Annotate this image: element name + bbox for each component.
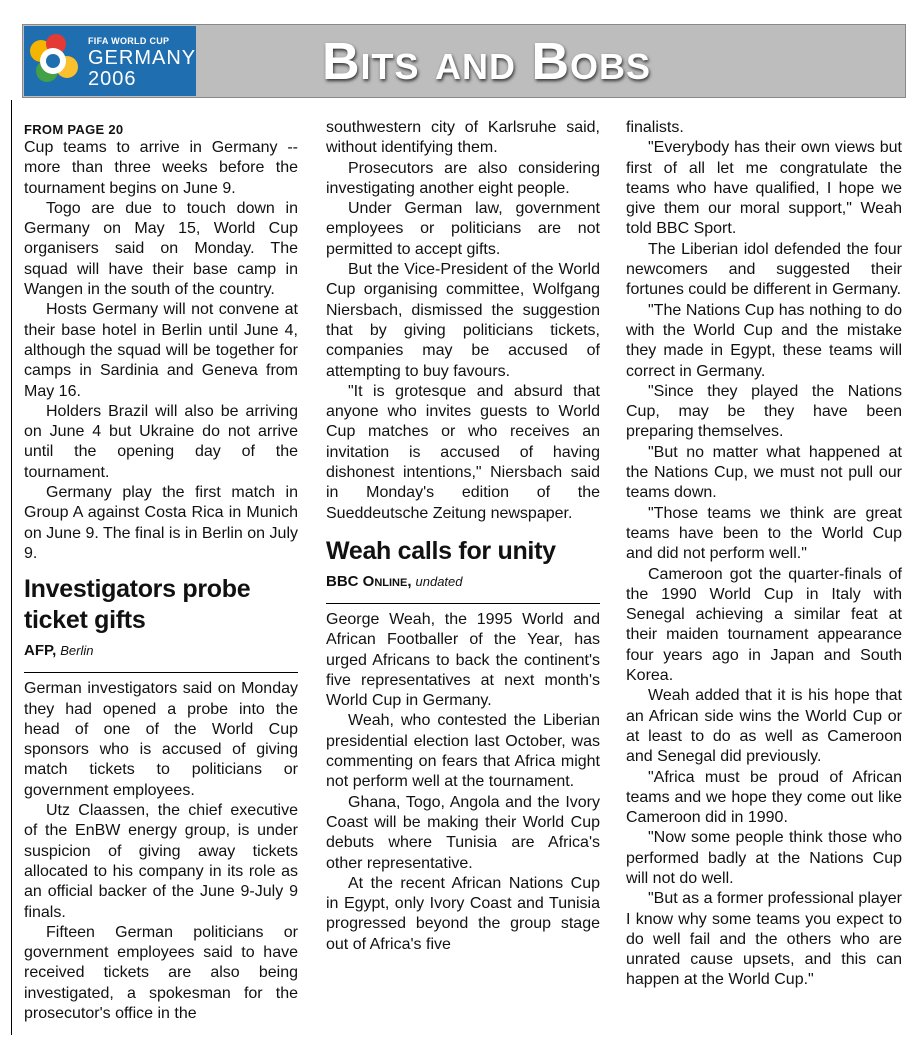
paragraph: Fifteen German politicians or government employees said to have received tickets are also being investigated, a spokesman for the prosecutor's office in the (24, 923, 298, 1022)
paragraph: "Those teams we think are great teams have been to the World Cup and did not perform well." (626, 504, 902, 563)
paragraph: Utz Claassen, the chief executive of the EnBW energy group, is under suspicion of giving away tickets allocated to his company in its role as an official backer of the June 9-July 9 finals. (24, 802, 298, 921)
paragraph: "Everybody has their own views but first of all let me congratulate the teams who have qualified, I hope we give them our moral support," Weah told BBC Sport. (626, 139, 902, 238)
paragraph: Under German law, government employees or politicians are not permitted to accept gifts. (326, 200, 600, 258)
article-headline: Weah calls for unity (326, 536, 556, 565)
paragraph: At the recent African Nations Cup in Egypt, only Ivory Coast and Tunisia progressed beyond the group stage out of Africa's five (326, 874, 600, 953)
byline-place: Berlin (60, 643, 94, 659)
world-cup-logo (24, 26, 196, 96)
paragraph: Weah, who contested the Liberian presidential election last October, was commenting on fears that Africa might not perform well at the tournament. (326, 712, 600, 791)
paragraph: "Now some people think those who performed badly at the Nations Cup will not do well. (626, 829, 902, 887)
paragraph: southwestern city of Karlsruhe said, without identifying them. (326, 119, 600, 157)
paragraph: "Since they played the Nations Cup, may be they have been preparing themselves. (626, 382, 902, 441)
byline-place: undated (415, 573, 463, 589)
paragraph: German investigators said on Monday they had opened a probe into the head of one of the World Cup sponsors who is accused of giving match tickets to politicians or government employees. (24, 680, 298, 799)
article-byline (24, 642, 298, 673)
column-1 (24, 118, 298, 1024)
paragraph: Ghana, Togo, Angola and the Ivory Coast will be making their World Cup debuts where Tunisia are Africa's other representative. (326, 793, 600, 872)
column-3 (626, 118, 902, 991)
paragraph: Holders Brazil will also be arriving on June 4 but Ukraine do not arrive until the opening day of the tournament. (24, 402, 298, 481)
paragraph: George Weah, the 1995 World and African Footballer of the Year, has urged Africans to back the continent's five representatives at next month's World Cup in Germany. (326, 610, 600, 710)
paragraph: "The Nations Cup has nothing to do with the World Cup and the mistake they made in Egypt, these teams will correct in Germany. (626, 301, 902, 380)
article-byline (326, 573, 600, 604)
paragraph: "It is grotesque and absurd that anyone who invites guests to World Cup matches or who receives an invitation is accused of having dishonest intentions," Niersbach said in Monday's edition of the Sueddeutsche Zeitung newspaper. (326, 382, 600, 522)
paragraph: The Liberian idol defended the four newcomers and suggested their fortunes could be different in Germany. (626, 240, 902, 299)
section-title: Bits and Bobs (322, 33, 652, 91)
paragraph: "Africa must be proud of African teams and we hope they come out like Cameroon did in 1990. (626, 768, 902, 827)
paragraph: Cup teams to arrive in Germany -- more than three weeks before the tournament begins on June 9. (24, 139, 298, 197)
logo-line-1: FIFA WORLD CUP (88, 36, 170, 46)
paragraph: Togo are due to touch down in Germany on May 15, World Cup organisers said on Monday. The squad will have their base camp in Wangen in the south of the country. (24, 199, 298, 299)
paragraph: Hosts Germany will not convene at their base hotel in Berlin until June 4, although the squad will be together for camps in Sardinia and Geneva from May 16. (24, 301, 298, 400)
logo-line-2: GERMANY (88, 47, 196, 69)
article-headline: Investigators probe ticket gifts (24, 575, 251, 635)
paragraph: "But no matter what happened at the Nations Cup, we must not pull our teams down. (626, 443, 902, 502)
column-rule (11, 100, 12, 1035)
paragraph: But the Vice-President of the World Cup organising committee, Wolfgang Niersbach, dismissed the suggestion that by giving politicians tickets, companies may be accused of attempting to buy favours. (326, 261, 600, 380)
paragraph: "But as a former professional player I know why some teams you expect to do well fail and the others who are unrated cause upsets, and this can happen at the World Cup." (626, 890, 902, 989)
paragraph: Weah added that it is his hope that an African side wins the World Cup or at least to do as well as Cameroon and Senegal did previously. (626, 687, 902, 766)
column-2 (326, 118, 600, 955)
logo-line-3: 2006 (88, 68, 137, 90)
paragraph: Prosecutors are also considering investigating another eight people. (326, 159, 600, 197)
byline-agency: AFP, (24, 642, 57, 660)
byline-agency: BBC Online, (326, 572, 412, 590)
paragraph: Germany play the first match in Group A against Costa Rica in Munich on June 9. The final is in Berlin on July 9. (24, 484, 298, 562)
paragraph: finalists. (626, 119, 684, 136)
paragraph: Cameroon got the quarter-finals of the 1990 World Cup in Italy with Senegal achieving a similar feat at their maiden tournament appearance four years ago in Japan and South Korea. (626, 565, 902, 685)
continued-from-label: FROM PAGE 20 (24, 122, 124, 137)
